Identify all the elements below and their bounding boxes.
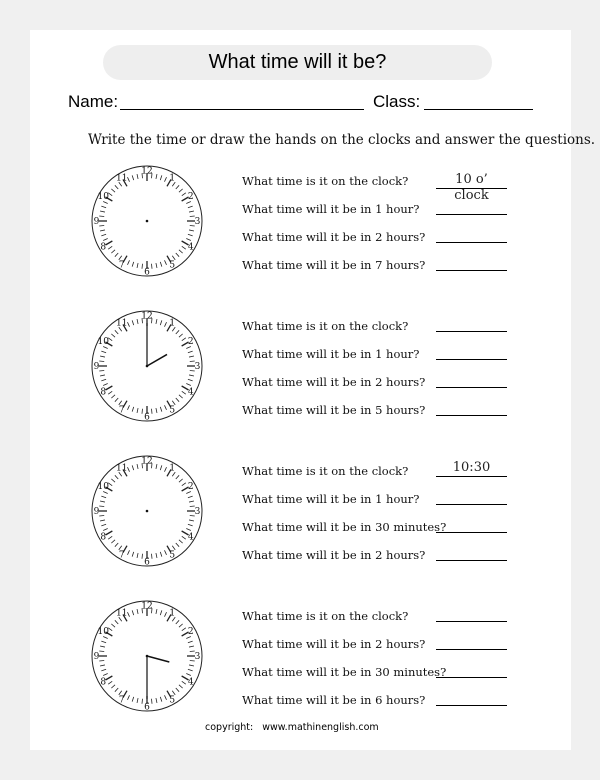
question-text: What time is it on the clock?: [242, 609, 409, 623]
question-text: What time will it be in 1 hour?: [242, 492, 420, 506]
hour-numeral: 11: [116, 463, 128, 474]
hour-numeral: 4: [187, 242, 194, 253]
hour-numeral: 9: [93, 362, 100, 372]
hour-numeral: 6: [144, 702, 150, 713]
question-text: What time will it be in 5 hours?: [242, 403, 426, 417]
hour-numeral: 10: [97, 626, 109, 637]
hour-numeral: 8: [100, 387, 107, 398]
title-text: What time will it be?: [208, 51, 387, 73]
class-line[interactable]: [424, 109, 533, 110]
hour-numeral: 2: [187, 336, 194, 347]
answer-line[interactable]: [436, 689, 507, 706]
hour-numeral: 1: [169, 608, 176, 619]
clock-face[interactable]: [90, 454, 204, 568]
minute-tick: [99, 216, 104, 217]
hour-numeral: 3: [194, 507, 201, 517]
minute-tick: [99, 370, 104, 371]
hour-numeral: 6: [144, 557, 150, 568]
hour-numeral: 9: [93, 507, 100, 517]
hour-numeral: 8: [100, 532, 107, 543]
hour-numeral: 2: [187, 191, 194, 202]
hour-numeral: 10: [97, 481, 109, 492]
answer-line[interactable]: 10:30: [436, 460, 507, 477]
hour-numeral: 2: [187, 626, 194, 637]
minute-tick: [142, 554, 143, 559]
minute-tick: [99, 506, 104, 507]
hour-numeral: 7: [118, 260, 125, 271]
answer-line[interactable]: [436, 516, 507, 533]
student-info-row: [68, 92, 538, 114]
copyright-label: copyright:: [205, 722, 254, 733]
minute-tick: [99, 515, 104, 516]
question-text: What time will it be in 6 hours?: [242, 693, 426, 707]
center-dot: [146, 220, 149, 223]
hour-numeral: 12: [141, 456, 153, 467]
minute-tick: [151, 699, 152, 704]
hour-numeral: 12: [141, 166, 153, 177]
hour-numeral: 4: [187, 387, 194, 398]
answer-line[interactable]: 10 o’ clock: [436, 172, 507, 189]
question-text: What time will it be in 7 hours?: [242, 258, 426, 272]
hour-numeral: 3: [194, 362, 201, 372]
hour-numeral: 5: [169, 550, 176, 561]
hour-numeral: 10: [97, 191, 109, 202]
hour-numeral: 8: [100, 677, 107, 688]
hour-numeral: 9: [93, 652, 100, 662]
minute-tick: [142, 409, 143, 414]
question-text: What time is it on the clock?: [242, 319, 409, 333]
hour-numeral: 5: [169, 695, 176, 706]
question-text: What time will it be in 1 hour?: [242, 347, 420, 361]
hour-numeral: 4: [187, 532, 194, 543]
minute-tick: [151, 409, 152, 414]
hour-numeral: 10: [97, 336, 109, 347]
hour-numeral: 12: [141, 311, 153, 322]
hour-numeral: 8: [100, 242, 107, 253]
hour-numeral: 1: [169, 173, 176, 184]
question-text: What time will it be in 30 minutes?: [242, 520, 447, 534]
hour-numeral: 1: [169, 463, 176, 474]
instructions: Write the time or draw the hands on the clocks and answer the questions.: [88, 132, 596, 148]
question-text: What time will it be in 2 hours?: [242, 375, 426, 389]
question-text: What time will it be in 2 hours?: [242, 230, 426, 244]
hour-numeral: 6: [144, 412, 150, 423]
clock-face[interactable]: [90, 309, 204, 423]
hour-numeral: 7: [118, 405, 125, 416]
hour-numeral: 4: [187, 677, 194, 688]
minute-tick: [99, 651, 104, 652]
answer-line[interactable]: [436, 198, 507, 215]
hour-numeral: 11: [116, 318, 128, 329]
worksheet-title: [103, 45, 492, 80]
hour-numeral: 6: [144, 267, 150, 278]
hour-numeral: 11: [116, 608, 128, 619]
clock-face[interactable]: [90, 164, 204, 278]
minute-tick: [99, 660, 104, 661]
hour-numeral: 7: [118, 695, 125, 706]
answer-line[interactable]: [436, 399, 507, 416]
hour-numeral: 5: [169, 405, 176, 416]
clock-face[interactable]: [90, 599, 204, 713]
question-text: What time is it on the clock?: [242, 464, 409, 478]
hour-numeral: 9: [93, 217, 100, 227]
answer-line[interactable]: [436, 371, 507, 388]
minute-tick: [142, 264, 143, 269]
answer-line[interactable]: [436, 343, 507, 360]
minute-tick: [151, 264, 152, 269]
hour-numeral: 3: [194, 652, 201, 662]
question-text: What time will it be in 2 hours?: [242, 548, 426, 562]
hour-numeral: 3: [194, 217, 201, 227]
hour-numeral: 12: [141, 601, 153, 612]
question-text: What time will it be in 2 hours?: [242, 637, 426, 651]
center-dot: [146, 510, 149, 513]
answer-line[interactable]: [436, 254, 507, 271]
minute-tick: [151, 554, 152, 559]
copyright-footer: [205, 722, 385, 733]
question-text: What time is it on the clock?: [242, 174, 409, 188]
question-text: What time will it be in 1 hour?: [242, 202, 420, 216]
answer-line[interactable]: [436, 544, 507, 561]
minute-tick: [99, 361, 104, 362]
answer-line[interactable]: [436, 488, 507, 505]
answer-line[interactable]: [436, 315, 507, 332]
answer-line[interactable]: [436, 605, 507, 622]
class-label: Class:: [373, 92, 421, 111]
minute-tick: [142, 699, 143, 704]
hour-numeral: 5: [169, 260, 176, 271]
name-line[interactable]: [120, 109, 364, 110]
answer-line[interactable]: [436, 661, 507, 678]
answer-line[interactable]: [436, 633, 507, 650]
name-label: Name:: [68, 92, 119, 111]
hour-numeral: 1: [169, 318, 176, 329]
question-text: What time will it be in 30 minutes?: [242, 665, 447, 679]
hour-numeral: 11: [116, 173, 128, 184]
hour-numeral: 7: [118, 550, 125, 561]
minute-tick: [99, 225, 104, 226]
hour-numeral: 2: [187, 481, 194, 492]
answer-line[interactable]: [436, 226, 507, 243]
website-link[interactable]: www.mathinenglish.com: [262, 722, 379, 733]
